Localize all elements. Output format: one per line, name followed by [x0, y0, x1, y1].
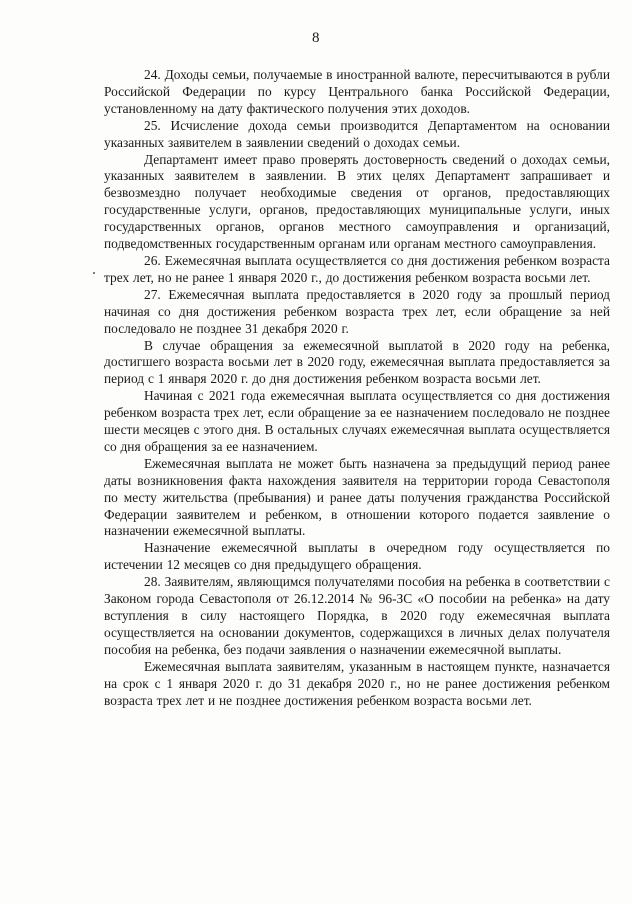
paragraph-28: 28. Заявителям, являющимся получателями пособия на ребенка в соответствии с Законом города Севастополя от 26.12.2014 № 96-ЗС «О пособии на ребенка» на дату вступления в силу настоящего Порядка, в 2020 году ежемесячная выплата осуществляется на основании документов, содержащихся в личных делах получателя пособия на ребенка, без подачи заявления о назначении ежемесячной выплаты.	[104, 574, 610, 657]
paragraph-27-from-2021: Начиная с 2021 года ежемесячная выплата осуществляется со дня достижения ребенком возраста трех лет, если обращение за ее назначением последовало не позднее шести месяцев с этого дня. В остальных случаях ежемесячная выплата осуществляется со дня обращения за ее назначением.	[104, 388, 610, 454]
scan-speck	[93, 272, 95, 274]
paragraph-27-next-year: Назначение ежемесячной выплаты в очередном году осуществляется по истечении 12 месяцев со дня предыдущего обращения.	[104, 540, 610, 573]
document-body	[104, 67, 610, 709]
paragraph-27-previous-period: Ежемесячная выплата не может быть назначена за предыдущий период ранее даты возникновения факта нахождения заявителя на территории города Севастополя по месту жительства (пребывания) и ранее даты получения гражданства Российской Федерации заявителем и ребенком, в отношении которого подается заявление о назначении ежемесячной выплаты.	[104, 455, 610, 539]
paragraph-27: 27. Ежемесячная выплата предоставляется в 2020 году за прошлый период начиная со дня достижения ребенком возраста трех лет, если обращение за ней последовало не позднее 31 декабря 2020 г.	[104, 286, 610, 336]
paragraph-28-term: Ежемесячная выплата заявителям, указанным в настоящем пункте, назначается на срок с 1 января 2020 г. до 31 декабря 2020 г., но не ранее достижения ребенком возраста трех лет и не позднее достижения ребенком возраста восьми лет.	[104, 658, 610, 708]
paragraph-24: 24. Доходы семьи, получаемые в иностранной валюте, пересчитываются в рубли Российской Федерации по курсу Центрального банка Российской Федерации, установленному на дату фактического получения этих доходов.	[104, 67, 610, 116]
page-number: 8	[312, 30, 320, 46]
paragraph-27-eight-years: В случае обращения за ежемесячной выплатой в 2020 году на ребенка, достигшего возраста восьми лет в 2020 году, ежемесячная выплата предоставляется за период с 1 января 2020 г. до дня достижения ребенком возраста восьми лет.	[104, 337, 610, 387]
paragraph-26: 26. Ежемесячная выплата осуществляется со дня достижения ребенком возраста трех лет, но не ранее 1 января 2020 г., до достижения ребенком возраста восьми лет.	[104, 252, 610, 285]
paragraph-25-department-rights: Департамент имеет право проверять достоверность сведений о доходах семьи, указанных заявителем в заявлении. В этих целях Департамент запрашивает и безвозмездно получает необходимые сведения от органов, предоставляющих государственные услуги, органов, предоставляющих муниципальные услуги, иных государственных органов, органов местного самоуправления и организаций, подведомственных государственным органам или органам местного самоуправления.	[104, 151, 610, 252]
paragraph-25: 25. Исчисление дохода семьи производится Департаментом на основании указанных заявителем в заявлении сведений о доходах семьи.	[104, 117, 610, 150]
